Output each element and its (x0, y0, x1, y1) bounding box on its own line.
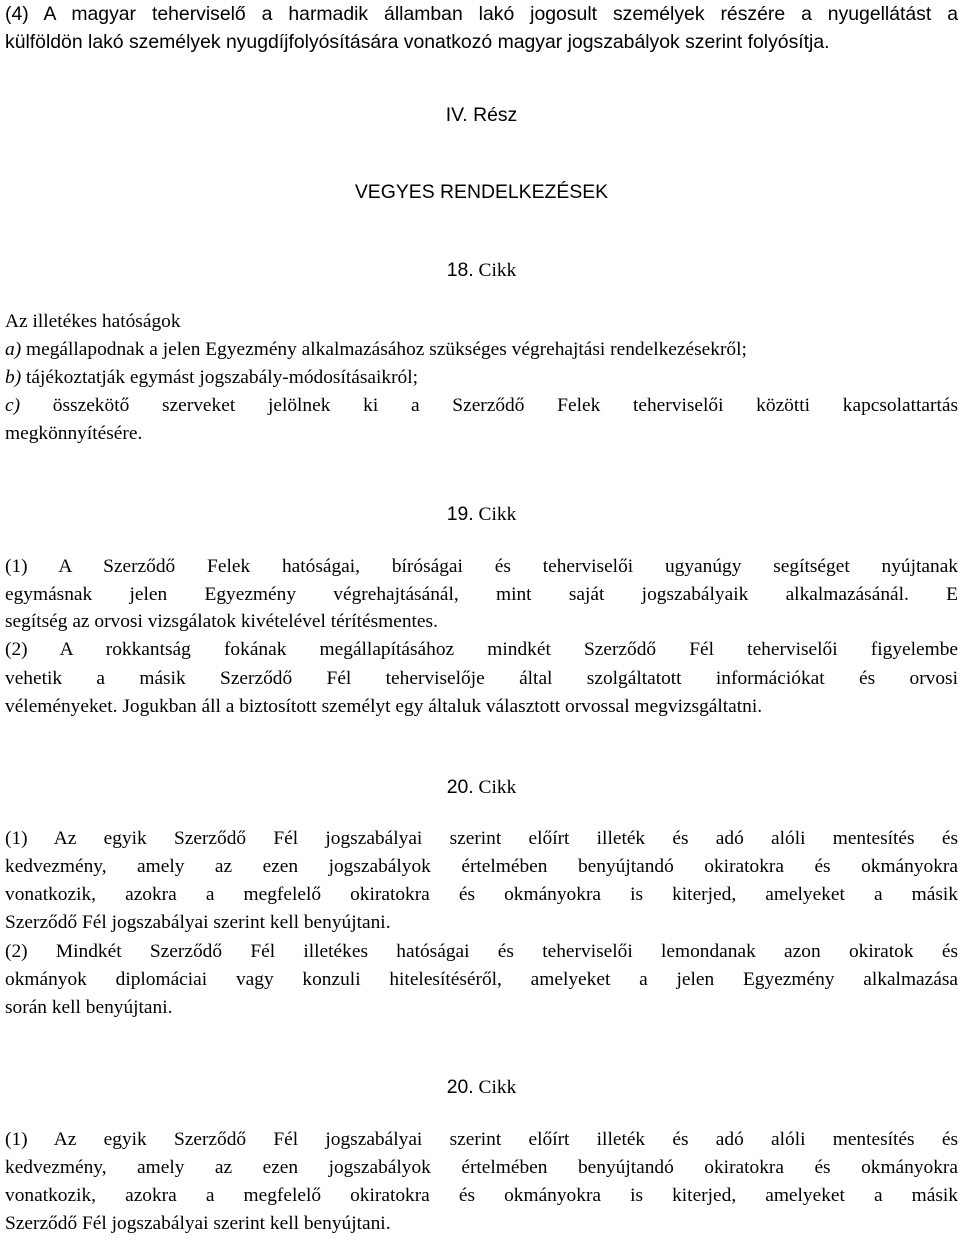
item-b-label: b) (5, 367, 22, 388)
item-a-text: megállapodnak a jelen Egyezmény alkalmazásához szükséges végrehajtási rendelkezésekről; (21, 339, 747, 360)
article-18-lead: Az illetékes hatóságok (5, 311, 181, 332)
article-20b-number: 20. (446, 1076, 474, 1098)
part-title: VEGYES RENDELKEZÉSEK (354, 181, 609, 203)
article-20a-heading (5, 773, 958, 802)
article-20a-word: Cikk (478, 777, 517, 798)
article-20a-line: során kell benyújtani. (5, 997, 173, 1018)
article-20b-line: kedvezmény, amely az ezen jogszabályok értelmében benyújtandó okiratokra és okmányokra (5, 1157, 958, 1178)
item-a-label: a) (5, 339, 22, 360)
article-20a-line: vonatkozik, azokra a megfelelő okiratokra és okmányokra is kiterjed, amelyeket a másik (5, 884, 958, 905)
article-19-line: (1) A Szerződő Felek hatóságai, bíróságai és teherviselői ugyanúgy segítséget nyújtanak (5, 556, 958, 577)
article-18-word: Cikk (478, 260, 517, 281)
article-19-heading (5, 500, 958, 529)
article-18-item-c (5, 392, 958, 420)
article-20b-line: (1) Az egyik Szerződő Fél jogszabályai szerint előírt illeték és adó alóli mentesítés és (5, 1129, 958, 1150)
article-18-item-a (5, 336, 958, 364)
part-number: IV. Rész (445, 104, 518, 126)
article-19-word: Cikk (478, 504, 517, 525)
article-19-line: véleményeket. Jogukban áll a biztosított személyt egy általuk választott orvossal megvizsgáltatni. (5, 696, 763, 717)
item-b-text: tájékoztatják egymást jogszabály-módosításaikról; (21, 367, 419, 388)
article-18-number: 18. (446, 259, 474, 281)
item-c-text: összekötő szerveket jelölnek ki a Szerződő Felek teherviselői közötti kapcsolattartás (20, 395, 958, 416)
article-18-item-b (5, 364, 958, 392)
intro-line-2: külföldön lakó személyek nyugdíjfolyósítására vonatkozó magyar jogszabályok szerint folyósítja. (5, 31, 830, 53)
article-19-line: segítség az orvosi vizsgálatok kivételével térítésmentes. (5, 611, 438, 632)
article-19-number: 19. (446, 503, 474, 525)
article-20a-number: 20. (446, 776, 474, 798)
article-20a-line: Szerződő Fél jogszabályai szerint kell benyújtani. (5, 912, 391, 933)
article-20a-line: (1) Az egyik Szerződő Fél jogszabályai szerint előírt illeték és adó alóli mentesítés és (5, 828, 958, 849)
article-20b-heading (5, 1073, 958, 1102)
article-20b-word: Cikk (478, 1077, 517, 1098)
article-20a-line: kedvezmény, amely az ezen jogszabályok értelmében benyújtandó okiratokra és okmányokra (5, 856, 958, 877)
item-c-label: c) (5, 395, 21, 416)
article-19-line: egymásnak jelen Egyezmény végrehajtásánál, mint saját jogszabályaik alkalmazásánál. E (5, 584, 958, 605)
article-20b-line: vonatkozik, azokra a megfelelő okiratokra és okmányokra is kiterjed, amelyeket a másik (5, 1185, 958, 1206)
article-19-line: (2) A rokkantság fokának megállapításához mindkét Szerződő Fél teherviselői figyelembe (5, 639, 958, 660)
article-19-line: vehetik a másik Szerződő Fél teherviselője által szolgáltatott információkat és orvosi (5, 668, 958, 689)
article-18-heading (5, 256, 958, 285)
article-20a-line: (2) Mindkét Szerződő Fél illetékes hatóságai és teherviselői lemondanak azon okiratok és (5, 941, 958, 962)
article-20a-line: okmányok diplomáciai vagy konzuli hitelesítéséről, amelyeket a jelen Egyezmény alkalmazása (5, 969, 958, 990)
article-20b-line: Szerződő Fél jogszabályai szerint kell benyújtani. (5, 1213, 391, 1234)
intro-line-1: (4) A magyar teherviselő a harmadik államban lakó jogosult személyek részére a nyugellátást a (5, 3, 958, 25)
article-18-item-c-cont: megkönnyítésére. (5, 423, 143, 444)
